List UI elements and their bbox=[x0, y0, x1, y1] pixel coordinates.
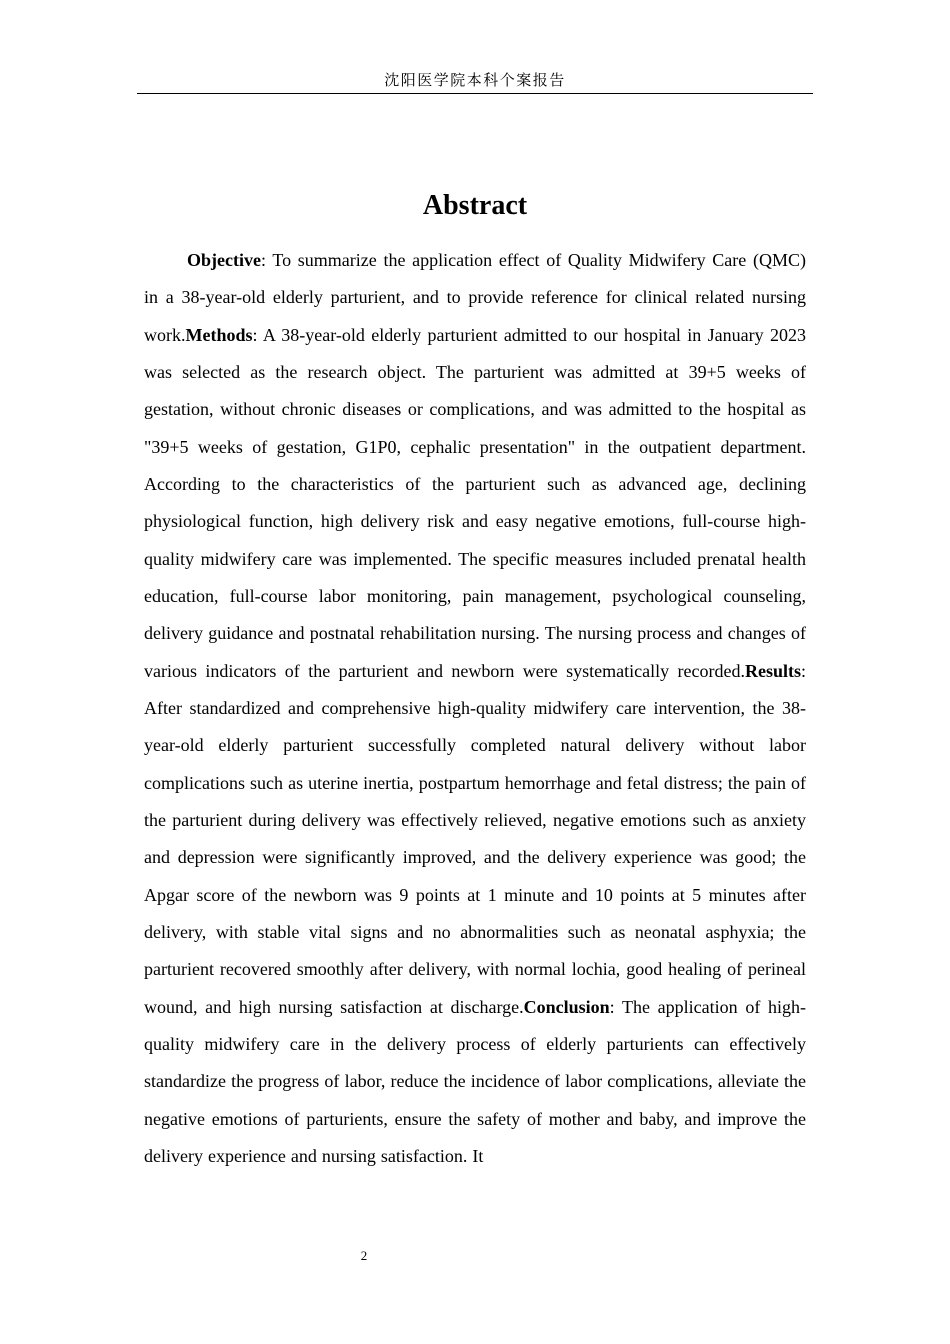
objective-text: : To summarize the application effect of Quality Midwifery Care (QMC) in a 38-year-old elderly parturient, and to provide reference for clinical related nursing work. bbox=[144, 250, 806, 345]
abstract-title: Abstract bbox=[422, 190, 528, 221]
page-number: 2 bbox=[360, 1248, 368, 1263]
abstract-paragraph bbox=[144, 242, 806, 1175]
objective-label: Objective bbox=[187, 250, 261, 270]
methods-text: : A 38-year-old elderly parturient admitted to our hospital in January 2023 was selected as the research object. The parturient was admitted at 39+5 weeks of gestation, without chronic diseases or complications, and was admitted to the hospital as "39+5 weeks of gestation, G1P0, cephalic presentation" in the outpatient department. According to the characteristics of the parturient such as advanced age, declining physiological function, high delivery risk and easy negative emotions, full-course high-quality midwifery care was implemented. The specific measures included prenatal health education, full-course labor monitoring, pain management, psychological counseling, delivery guidance and postnatal rehabilitation nursing. The nursing process and changes of various indicators of the parturient and newborn were systematically recorded. bbox=[144, 324, 806, 681]
results-label: Results bbox=[744, 660, 801, 681]
results-text: : After standardized and comprehensive high-quality midwifery care intervention, the 38-year-old elderly parturient successfully completed natural delivery without labor complications such as uterine inertia, postpartum hemorrhage and fetal distress; the pain of the parturient during delivery was effectively relieved, negative emotions such as anxiety and depression were significantly improved, and the delivery experience was good; the Apgar score of the newborn was 9 points at 1 minute and 10 points at 5 minutes after delivery, with stable vital signs and no abnormalities such as neonatal asphyxia; the parturient recovered smoothly after delivery, with normal lochia, good healing of perineal wound, and high nursing satisfaction at discharge. bbox=[144, 660, 806, 1017]
running-header: 沈阳医学院本科个案报告 bbox=[384, 71, 566, 89]
conclusion-text: : The application of high-quality midwifery care in the delivery process of elderly parturients can effectively standardize the progress of labor, reduce the incidence of labor complications, alleviate the negative emotions of parturients, ensure the safety of mother and baby, and improve the delivery experience and nursing satisfaction. It bbox=[144, 996, 806, 1166]
methods-label: Methods bbox=[185, 324, 253, 345]
header-divider bbox=[137, 93, 813, 94]
conclusion-label: Conclusion bbox=[523, 996, 610, 1017]
